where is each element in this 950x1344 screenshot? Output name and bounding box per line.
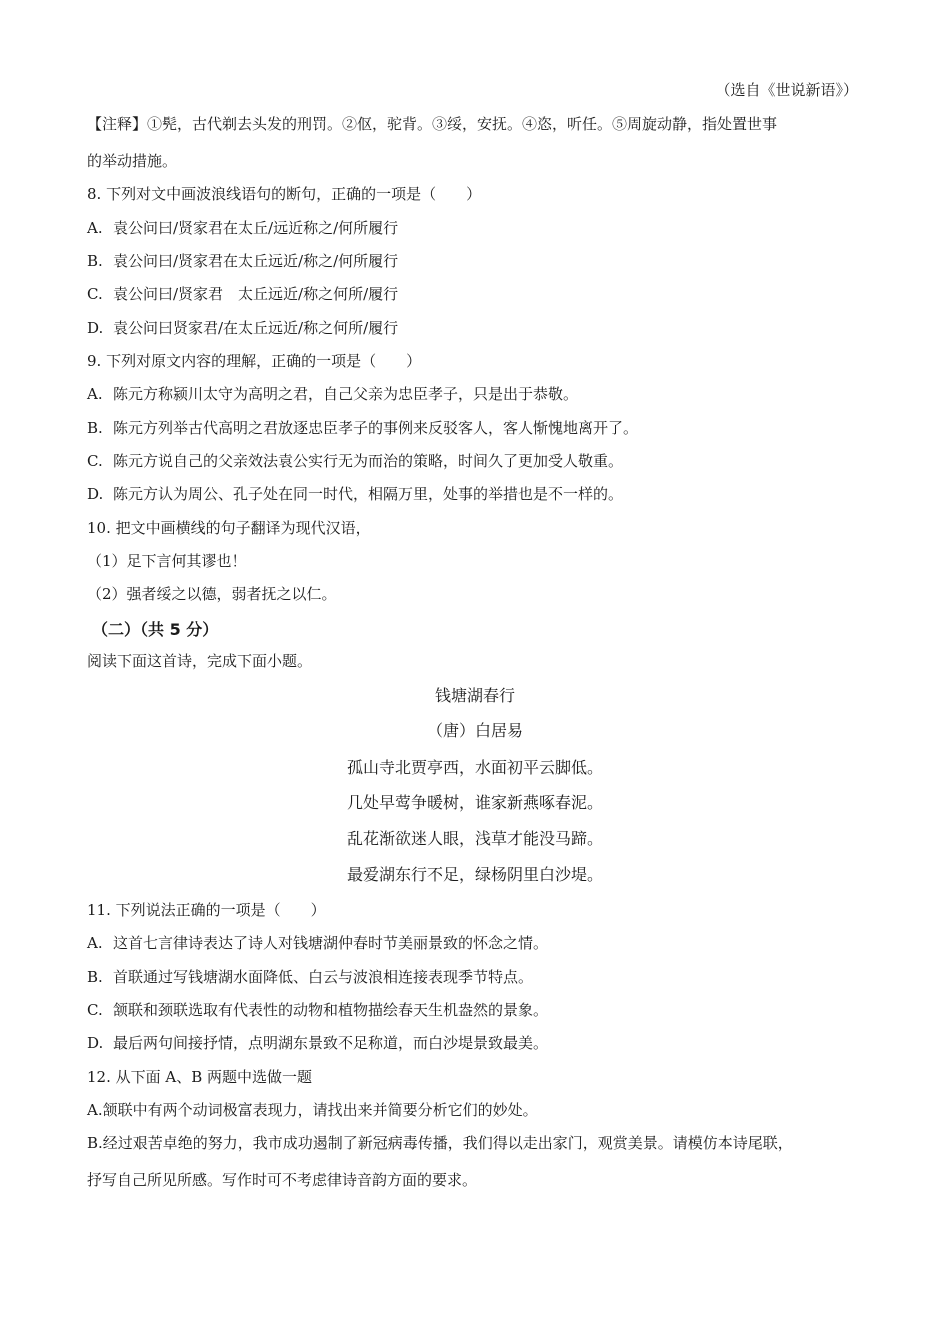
q8-option-d: [87, 318, 398, 338]
option-text: 首联通过写钱塘湖水面降低、白云与波浪相连接表现季节特点。: [113, 968, 534, 986]
option-label: C.: [87, 285, 103, 303]
option-text: 陈元方称颍川太守为高明之君，自己父亲为忠臣孝子，只是出于恭敬。: [113, 385, 579, 403]
option-text: 袁公问曰/贤家君 太丘远近/称之何所/履行: [113, 285, 399, 303]
q9-option-d: [87, 484, 623, 504]
section-intro: 阅读下面这首诗，完成下面小题。: [87, 652, 313, 670]
option-text: 袁公问曰贤家君/在太丘远近/称之何所/履行: [113, 319, 399, 337]
q8-option-c: [87, 284, 398, 304]
question-9-stem: 9. 下列对原文内容的理解，正确的一项是（ ）: [87, 352, 422, 370]
section-heading: （二）（共 5 分）: [92, 620, 219, 639]
poem-line-2: 几处早莺争暖树，谁家新燕啄春泥。: [346, 793, 603, 812]
q10-item-2: （2）强者绥之以德，弱者抚之以仁。: [87, 585, 337, 603]
q11-option-b: [87, 967, 533, 987]
source-note: （选自《世说新语》）: [715, 81, 858, 99]
q11-option-d: [87, 1033, 548, 1053]
poem-line-1: 孤山寺北贾亭西，水面初平云脚低。: [346, 758, 603, 777]
question-11-stem: 11. 下列说法正确的一项是（ ）: [87, 901, 326, 919]
option-label: D.: [87, 485, 104, 503]
question-8-stem: 8. 下列对文中画波浪线语句的断句，正确的一项是（ ）: [87, 185, 482, 203]
option-label: A.: [87, 219, 103, 237]
annotation-line-2: 的举动措施。: [87, 152, 178, 170]
option-text: 陈元方列举古代高明之君放逐忠臣孝子的事例来反驳客人，客人惭愧地离开了。: [113, 419, 639, 437]
option-text: 最后两句间接抒情，点明湖东景致不足称道，而白沙堤景致最美。: [113, 1034, 549, 1052]
question-10-stem: 10. 把文中画横线的句子翻译为现代汉语，: [87, 519, 371, 537]
option-text: 陈元方认为周公、孔子处在同一时代，相隔万里，处事的举措也是不一样的。: [113, 485, 624, 503]
q11-option-a: [87, 933, 548, 953]
annotation-line-1: 【注释】①髡，古代剃去头发的刑罚。②伛，驼背。③绥，安抚。④恣，听任。⑤周旋动静，指处置世事: [87, 115, 778, 133]
q8-option-b: [87, 251, 398, 271]
option-label: D.: [87, 1034, 104, 1052]
q9-option-a: [87, 384, 578, 404]
q11-option-c: [87, 1000, 548, 1020]
option-text: 袁公问曰/贤家君在太丘远近/称之/何所履行: [113, 252, 399, 270]
q9-option-b: [87, 418, 638, 438]
q8-option-a: [87, 218, 398, 238]
q10-item-1: （1）足下言何其谬也！: [87, 552, 247, 570]
option-label: B.: [87, 968, 103, 986]
option-text: 颔联和颈联选取有代表性的动物和植物描绘春天生机盎然的景象。: [113, 1001, 549, 1019]
option-label: D.: [87, 319, 104, 337]
poem-title: 钱塘湖春行: [434, 686, 515, 705]
q9-option-c: [87, 451, 623, 471]
q12-option-b-line-1: B.经过艰苦卓绝的努力，我市成功遏制了新冠病毒传播，我们得以走出家门，观赏美景。请模仿本诗尾联，: [87, 1134, 793, 1152]
option-text: 袁公问曰/贤家君在太丘/远近称之/何所履行: [113, 219, 399, 237]
poem-line-3: 乱花渐欲迷人眼，浅草才能没马蹄。: [346, 829, 603, 848]
q12-option-b-line-2: 抒写自己所见所感。写作时可不考虑律诗音韵方面的要求。: [87, 1171, 478, 1189]
option-label: A.: [87, 385, 103, 403]
poem-author: （唐）白居易: [426, 721, 523, 740]
option-label: C.: [87, 1001, 103, 1019]
q12-option-a: A.颔联中有两个动词极富表现力，请找出来并简要分析它们的妙处。: [87, 1101, 538, 1119]
option-label: B.: [87, 419, 103, 437]
option-label: B.: [87, 252, 103, 270]
option-text: 这首七言律诗表达了诗人对钱塘湖仲春时节美丽景致的怀念之情。: [113, 934, 549, 952]
question-12-stem: 12. 从下面 A、B 两题中选做一题: [87, 1068, 313, 1086]
poem-line-4: 最爱湖东行不足，绿杨阴里白沙堤。: [346, 865, 603, 884]
option-label: A.: [87, 934, 103, 952]
option-label: C.: [87, 452, 103, 470]
option-text: 陈元方说自己的父亲效法袁公实行无为而治的策略，时间久了更加受人敬重。: [113, 452, 624, 470]
